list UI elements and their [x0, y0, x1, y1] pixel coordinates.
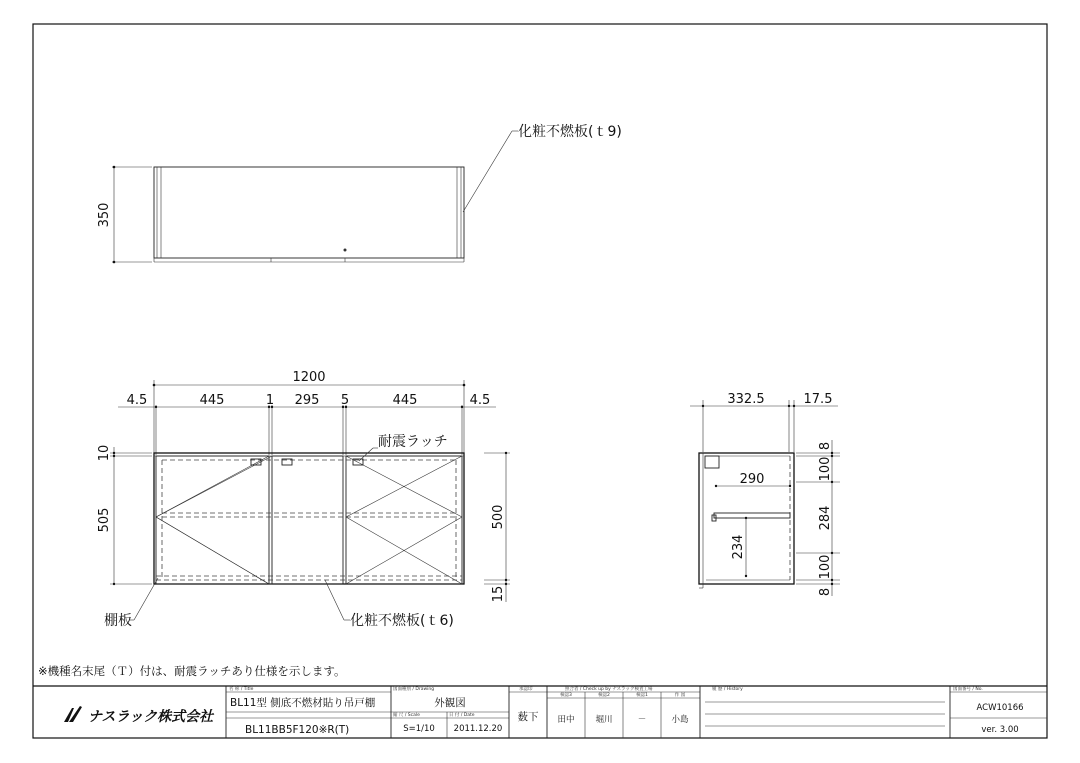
front-seg-dim-3: 1 [265, 393, 275, 408]
top-view-height-dim: 350 [97, 202, 112, 228]
front-view [97, 370, 510, 629]
side-door-dim: 17.5 [803, 392, 833, 407]
check-header-1: 検認3 [560, 693, 572, 698]
scale-label: 縮 尺 / Scale [393, 713, 420, 718]
top-view [97, 123, 622, 263]
side-view [690, 392, 840, 596]
latch-callout: 耐震ラッチ [378, 434, 448, 450]
front-seg-dim-6: 445 [392, 393, 418, 408]
check-label: 照合者 / Check up by ナスラック検査工場 [565, 687, 653, 692]
title-label: 名 称 / Title [229, 687, 254, 692]
side-dim-8-top: 8 [818, 441, 833, 451]
spec-note: ※機種名末尾（Ｔ）付は、耐震ラッチあり仕様を示します。 [38, 664, 346, 678]
scale-value: S=1/10 [403, 724, 435, 734]
title-block [33, 685, 1047, 738]
check-value-4: 小島 [671, 715, 689, 725]
drawing-type-label: 図面種別 / Drawing [393, 687, 435, 692]
version: ver. 3.00 [981, 725, 1019, 735]
front-seg-dim-1: 4.5 [126, 393, 148, 408]
front-seg-dim-4: 295 [294, 393, 320, 408]
title-line-2: BL11BB5F120※R(T) [245, 724, 350, 736]
approve-label: 承認印 [519, 687, 533, 692]
front-top-thickness-dim: 10 [97, 444, 112, 462]
side-dim-284: 284 [818, 505, 833, 531]
drawing-no-label: 図面番号 / No. [953, 687, 983, 692]
side-dim-100-bottom: 100 [818, 554, 833, 580]
shelf-callout: 棚板 [104, 613, 132, 629]
front-height-500-dim: 500 [491, 504, 506, 530]
front-seg-dim-7: 4.5 [469, 393, 491, 408]
date-label: 日 付 / Date [449, 713, 475, 718]
date-value: 2011.12.20 [453, 724, 503, 734]
check-value-3: － [637, 715, 647, 725]
side-dim-8-bottom: 8 [818, 587, 833, 597]
drawing-no-value: ACW10166 [976, 703, 1024, 713]
side-depth-dim: 332.5 [727, 392, 765, 407]
front-panel-callout: 化粧不燃板(ｔ6) [350, 613, 454, 629]
front-overall-width-dim: 1200 [292, 370, 326, 385]
front-seg-dim-2: 445 [199, 393, 225, 408]
check-header-4: 作 図 [674, 693, 686, 698]
side-shelf-depth-dim: 290 [739, 472, 765, 487]
title-line-1: BL11型 側底不燃材貼り吊戸棚 [230, 697, 376, 709]
front-seg-dim-5: 5 [340, 393, 350, 408]
approve-value: 薮下 [517, 711, 539, 723]
side-dim-100-top: 100 [818, 456, 833, 482]
front-bottom-15-dim: 15 [491, 585, 506, 603]
front-height-505-dim: 505 [97, 507, 112, 533]
check-header-2: 検認2 [598, 693, 610, 698]
company-name: ナスラック株式会社 [88, 709, 214, 725]
company-logo-icon [64, 706, 82, 722]
top-view-panel-callout: 化粧不燃板(ｔ9) [518, 124, 622, 140]
check-value-1: 田中 [557, 715, 575, 725]
check-header-3: 検認1 [636, 693, 648, 698]
drawing-type-value: 外観図 [434, 697, 466, 709]
side-inner-height-dim: 234 [731, 534, 746, 560]
history-label: 履 歴 / History [712, 687, 743, 692]
check-value-2: 堀川 [595, 715, 613, 725]
